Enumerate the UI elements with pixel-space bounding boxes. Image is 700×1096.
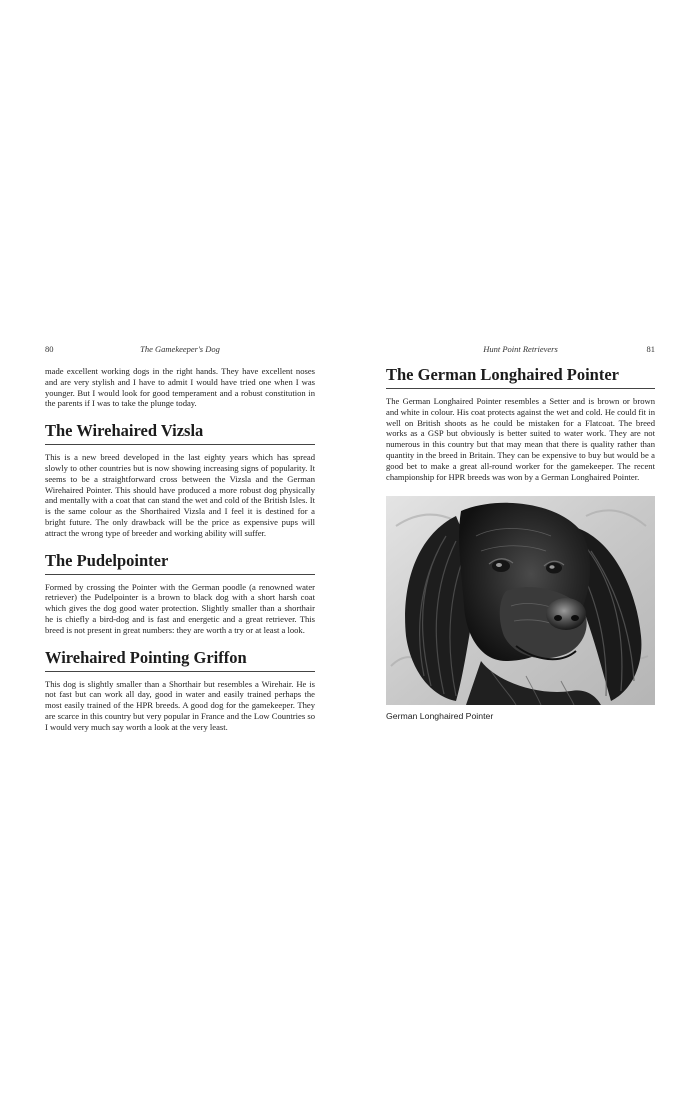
heading-wirehaired-vizsla: The Wirehaired Vizsla <box>45 421 315 445</box>
running-title-left: The Gamekeeper's Dog <box>140 344 220 354</box>
page-number-left: 80 <box>45 344 54 354</box>
left-page <box>45 342 315 733</box>
paragraph-german-longhaired-pointer: The German Longhaired Pointer resembles a Setter and is brown or brown and white in colour. His coat protects against the wet and cold. He could fit in well on British shoots as he could be mistaken for a Flatcoat. The breed works as a GSP but obviously is better suited to water work. They are not numerous in this country but that may mean that there is quality rather than quantity in the breed in Britain. They can be expensive to buy but would be a good bet to make a great all-round worker for the gamekeeper. The recent championship for HPR breeds was won by a German Longhaired Pointer. <box>386 396 655 482</box>
paragraph-wirehaired-vizsla: This is a new breed developed in the last eighty years which has spread slowly to other countries but is now showing increasing signs of popularity. It seems to be a straightforward cross between the Vizsla and the German Wirehaired Pointer. This should have produced a more robust dog physically and mentally with a coat that can stand the wet and cold of the British Isles. It is the same colour as the Shorthaired Vizsla and I feel it is destined for a bright future. The only drawback will be the price as expensive pups will attract the wrong type of breeder and working ability will suffer. <box>45 452 315 538</box>
illustration-caption: German Longhaired Pointer <box>386 711 494 722</box>
heading-german-longhaired-pointer: The German Longhaired Pointer <box>386 365 655 389</box>
right-page <box>386 342 655 721</box>
dog-portrait-drawing <box>386 496 655 705</box>
paragraph-wirehaired-pointing-griffon: This dog is slightly smaller than a Shorthair but resembles a Wirehair. He is not fast but can work all day, good in water and easily trained perhaps the most easily trained of the HPR breeds. A good dog for the gamekeeper. They are scarce in this country but very popular in France and the Low Countries so I would very much say worth a look at the very least. <box>45 678 315 732</box>
left-running-head <box>45 342 315 356</box>
paragraph-pudelpointer: Formed by crossing the Pointer with the German poodle (a renowned water retriever) the Pudelpointer is a brown to black dog with a short harsh coat which gives the dog good water protection. Slightly smaller than a shorthair he is chiefly a bird-dog and is fast and energetic and a great retriever. This breed is not present in great numbers: they are worth a try or at least a look. <box>45 581 315 635</box>
intro-paragraph: made excellent working dogs in the right hands. They have excellent noses and are very stylish and I have to admit I would have tried one when I was younger. But I would look for good temperament and a robust constitution in the parents if I was to take the plunge today. <box>45 366 315 409</box>
right-running-head <box>386 342 655 356</box>
heading-wirehaired-pointing-griffon: Wirehaired Pointing Griffon <box>45 648 315 672</box>
heading-pudelpointer: The Pudelpointer <box>45 551 315 575</box>
dog-illustration <box>386 496 655 705</box>
running-title-right: Hunt Point Retrievers <box>483 344 558 354</box>
page-number-right: 81 <box>646 344 655 354</box>
